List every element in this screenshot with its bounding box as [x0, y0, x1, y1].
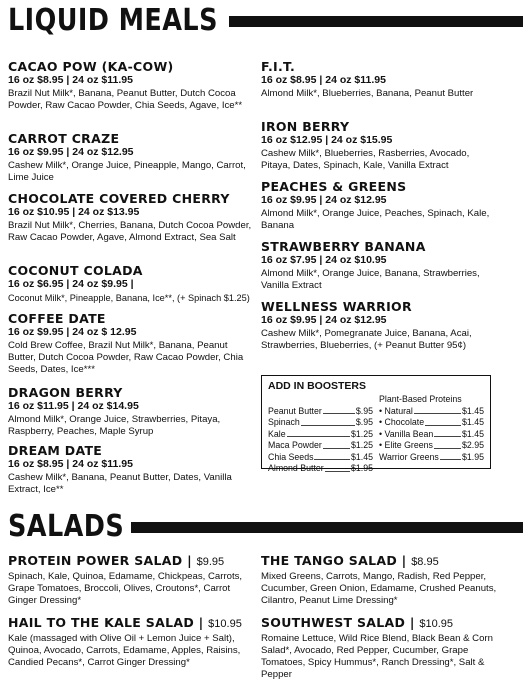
item-description: Mixed Greens, Carrots, Mango, Radish, Red Pepper, Cucumber, Green Onion, Edamame, Crushed Peanuts, Cilantro, Peanut Lime Dressing* — [261, 571, 497, 606]
item-name — [8, 615, 253, 632]
booster-row — [268, 406, 373, 418]
header-rule — [229, 16, 523, 27]
item-price: 16 oz $9.95 | 24 oz $12.95 — [261, 194, 387, 206]
plant-based-proteins-heading: Plant-Based Proteins — [379, 394, 462, 404]
section-title-liquid-meals: LIQUID MEALS — [8, 3, 218, 38]
item-name: DRAGON BERRY — [8, 385, 123, 400]
booster-row — [379, 429, 484, 441]
item-description: Almond Milk*, Orange Juice, Banana, Strawberries, Vanilla Extract — [261, 268, 480, 291]
booster-label: • Chocolate — [379, 417, 425, 427]
item-name — [8, 553, 253, 570]
menu-item-carrot-craze — [8, 131, 253, 184]
booster-price: $1.95 — [350, 463, 373, 473]
item-description: Spinach, Kale, Quinoa, Edamame, Chickpeas, Carrots, Grape Tomatoes, Broccoli, Olives, Croutons*, Carrot Ginger Dressing* — [8, 571, 243, 606]
booster-row — [379, 440, 484, 452]
item-name: IRON BERRY — [261, 119, 350, 134]
item-name — [261, 615, 501, 632]
menu-item-peaches-and-greens — [261, 179, 496, 232]
item-description: Brazil Nut Milk*, Banana, Peanut Butter, Dutch Cocoa Powder, Raw Cacao Powder, Chia Seeds, Agave, Ice** — [8, 88, 243, 111]
booster-price: $1.45 — [350, 451, 373, 462]
booster-price: $1.45 — [461, 417, 484, 427]
item-name: CARROT CRAZE — [8, 131, 120, 146]
item-price: 16 oz $9.95 | 24 oz $12.95 — [261, 314, 387, 326]
menu-item-dragon-berry — [8, 385, 253, 438]
item-name: DREAM DATE — [8, 443, 103, 458]
item-price: 16 oz $8.95 | 24 oz $11.95 — [261, 74, 386, 86]
booster-row — [268, 463, 373, 475]
item-name: PEACHES & GREENS — [261, 179, 407, 194]
item-price: 16 oz $12.95 | 24 oz $15.95 — [261, 134, 393, 146]
booster-row — [268, 452, 373, 464]
salads-header — [8, 509, 523, 544]
item-name: COFFEE DATE — [8, 311, 106, 326]
booster-row — [379, 417, 484, 429]
menu-item-the-tango-salad — [261, 553, 501, 607]
item-name: F.I.T. — [261, 59, 296, 74]
item-price: $8.95 — [411, 556, 439, 568]
booster-label: Chia Seeds — [268, 451, 314, 462]
item-description: Cashew Milk*, Banana, Peanut Butter, Dates, Vanilla Extract, Ice** — [8, 472, 232, 495]
section-title-salads: SALADS — [8, 509, 125, 544]
item-price: 16 oz $6.95 | 24 oz $9.95 | — [8, 278, 134, 290]
item-price: 16 oz $11.95 | 24 oz $14.95 — [8, 400, 139, 412]
menu-item-hail-to-the-kale-salad — [8, 615, 253, 669]
booster-price: $1.45 — [461, 405, 484, 416]
menu-item-chocolate-covered-cherry — [8, 191, 253, 244]
booster-label: • Elite Greens — [379, 440, 433, 450]
boosters-right-list — [379, 394, 484, 475]
item-description: Cold Brew Coffee, Brazil Nut Milk*, Banana, Peanut Butter, Dutch Cocoa Powder, Raw Cacao Powder, Chia Seeds, Dates, Ice*** — [8, 340, 244, 375]
item-title: SOUTHWEST SALAD | — [261, 615, 415, 630]
boosters-left-list — [268, 394, 373, 475]
item-price: 16 oz $7.95 | 24 oz $10.95 — [261, 254, 387, 266]
item-price: $10.95 — [208, 618, 242, 630]
item-description: Brazil Nut Milk*, Cherries, Banana, Dutch Cocoa Powder, Raw Cacao Powder, Agave, Almond Extract, Sea Salt — [8, 220, 252, 243]
booster-price: $1.25 — [350, 440, 373, 450]
liquid-meals-header — [8, 3, 523, 38]
item-price: 16 oz $9.95 | 24 oz $ 12.95 — [8, 326, 137, 338]
item-price: $9.95 — [196, 556, 225, 568]
header-rule — [131, 522, 523, 533]
menu-item-southwest-salad — [261, 615, 501, 681]
item-name: COCONUT COLADA — [8, 263, 143, 278]
booster-price: $2.95 — [461, 440, 484, 450]
item-description: Cashew Milk*, Blueberries, Rasberries, Avocado, Pitaya, Dates, Spinach, Kale, Vanilla Extract — [261, 148, 470, 171]
item-name: CHOCOLATE COVERED CHERRY — [8, 191, 230, 206]
salads-right-column — [261, 553, 501, 698]
item-description: Kale (massaged with Olive Oil + Lemon Juice + Salt), Quinoa, Avocado, Carrots, Edamame, Apples, Raisins, Candied Pecans*, Carrot Ginger Dressing* — [8, 633, 241, 668]
booster-label: Kale — [268, 428, 286, 439]
menu-item-dream-date — [8, 443, 253, 496]
menu-item-cacao-pow — [8, 59, 253, 112]
booster-label: Maca Powder — [268, 440, 322, 450]
liquid-meals-right-column — [261, 59, 496, 369]
item-description: Cashew Milk*, Orange Juice, Pineapple, Mango, Carrot, Lime Juice — [8, 160, 246, 183]
salads-left-column — [8, 553, 253, 698]
booster-label: • Vanilla Bean — [379, 428, 434, 439]
item-description: Coconut Milk*, Pineapple, Banana, Ice**, (+ Spinach $1.25) — [8, 293, 250, 303]
menu-item-wellness-warrior — [261, 299, 496, 352]
item-name: WELLNESS WARRIOR — [261, 299, 412, 314]
menu-item-iron-berry — [261, 119, 496, 172]
item-title: PROTEIN POWER SALAD | — [8, 553, 192, 568]
item-title: HAIL TO THE KALE SALAD | — [8, 615, 204, 630]
item-name: CACAO POW (KA-COW) — [8, 59, 174, 74]
item-price: 16 oz $9.95 | 24 oz $12.95 — [8, 146, 134, 158]
booster-label: Spinach — [268, 417, 300, 427]
item-title: THE TANGO SALAD | — [261, 553, 407, 568]
booster-row — [268, 429, 373, 441]
booster-row — [268, 417, 373, 429]
menu-item-protein-power-salad — [8, 553, 253, 607]
booster-label: • Natural — [379, 405, 413, 416]
item-description: Almond Milk*, Orange Juice, Strawberries, Pitaya, Raspberry, Peaches, Maple Syrup — [8, 414, 221, 437]
booster-price: $.95 — [355, 405, 373, 416]
item-description: Almond Milk*, Orange Juice, Peaches, Spinach, Kale, Banana — [261, 208, 490, 231]
booster-price: $1.45 — [461, 428, 484, 439]
booster-row — [379, 452, 484, 464]
booster-price: $1.25 — [350, 428, 373, 439]
menu-item-fit — [261, 59, 496, 100]
liquid-meals-left-column — [8, 59, 253, 509]
menu-item-strawberry-banana — [261, 239, 496, 292]
item-price: $10.95 — [419, 618, 453, 630]
item-description: Romaine Lettuce, Wild Rice Blend, Black Bean & Corn Salad*, Avocado, Red Pepper, Cucumber, Grape Tomatoes, Spicy Hummus*, Ranch Dressing*, Salt & Pepper — [261, 633, 493, 680]
menu-item-coconut-colada — [8, 263, 253, 304]
booster-label: Peanut Butter — [268, 405, 322, 416]
boosters-title: ADD IN BOOSTERS — [268, 380, 367, 392]
booster-label: Almond Butter — [268, 463, 324, 473]
item-price: 16 oz $10.95 | 24 oz $13.95 — [8, 206, 140, 218]
item-price: 16 oz $8.95 | 24 oz $11.95 — [8, 74, 133, 86]
item-description: Almond Milk*, Blueberries, Banana, Peanut Butter — [261, 88, 474, 99]
item-price: 16 oz $8.95 | 24 oz $11.95 — [8, 458, 133, 470]
booster-label: Warrior Greens — [379, 451, 439, 462]
menu-item-coffee-date — [8, 311, 253, 376]
item-name — [261, 553, 501, 570]
booster-row — [268, 440, 373, 452]
booster-price: $.95 — [355, 417, 373, 427]
booster-price: $1.95 — [461, 451, 484, 462]
add-in-boosters-box — [261, 375, 491, 473]
item-description: Cashew Milk*, Pomegranate Juice, Banana, Acai, Strawberries, Blueberries, (+ Peanut Butter 95¢) — [261, 328, 472, 351]
item-name: STRAWBERRY BANANA — [261, 239, 426, 254]
booster-row — [379, 406, 484, 418]
